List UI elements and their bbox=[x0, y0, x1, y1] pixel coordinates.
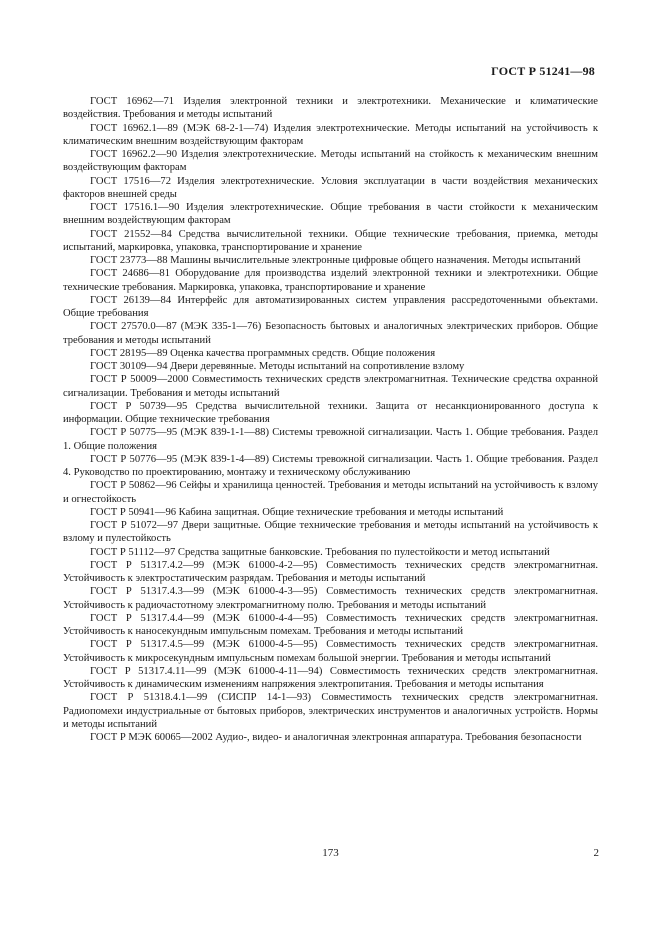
standard-reference-entry: ГОСТ Р 51317.4.3—99 (МЭК 61000-4-3—95) Совместимость технических средств электромагнитная. Устойчивость к радиочастотному электромагнитному полю. Требования и методы испытаний bbox=[63, 586, 598, 611]
standard-reference-entry: ГОСТ 26139—84 Интерфейс для автоматизированных систем управления рассредоточенными объектами. Общие требования bbox=[63, 294, 598, 319]
standard-reference-entry: ГОСТ 16962.2—90 Изделия электротехнические. Методы испытаний на стойкость к механическим внешним воздействующим факторам bbox=[63, 149, 598, 174]
standard-reference-entry: ГОСТ Р 50776—95 (МЭК 839-1-4—89) Системы тревожной сигнализации. Часть 1. Общие требования. Раздел 4. Руководство по проектированию, монтажу и техническому обслуживанию bbox=[63, 453, 598, 478]
standard-reference-entry: ГОСТ Р МЭК 60065—2002 Аудио-, видео- и аналогичная электронная аппаратура. Требования безопасности bbox=[90, 732, 582, 743]
standard-reference-entry: ГОСТ Р 51112—97 Средства защитные банковские. Требования по пулестойкости и метод испытаний bbox=[90, 546, 550, 558]
standard-reference-entry: ГОСТ Р 50009—2000 Совместимость технических средств электромагнитная. Технические средства охранной сигнализации. Требования и методы испытаний bbox=[63, 374, 598, 399]
standard-reference-entry: ГОСТ Р 50739—95 Средства вычислительной техники. Защита от несанкционированного доступа к информации. Общие технические требования bbox=[63, 400, 598, 425]
standard-reference-entry: ГОСТ Р 51318.4.1—99 (СИСПР 14-1—93) Совместимость технических средств электромагнитная. Радиопомехи индустриальные от бытовых приборов, электрических инструментов и аналогичных устройств. Нормы и методы испытаний bbox=[63, 692, 598, 730]
standard-reference-entry: ГОСТ 17516.1—90 Изделия электротехнические. Общие требования в части стойкости к механическим внешним воздействующим факторам bbox=[63, 202, 598, 227]
sheet-number: 2 bbox=[593, 847, 599, 859]
standard-reference-entry: ГОСТ Р 51317.4.2—99 (МЭК 61000-4-2—95) Совместимость технических средств электромагнитная. Устойчивость к электростатическим разрядам. Требования и методы испытаний bbox=[63, 559, 598, 584]
standard-reference-entry: ГОСТ 16962—71 Изделия электронной техники и электротехники. Механические и климатические воздействия. Требования и методы испытаний bbox=[63, 96, 598, 121]
page-number: 173 bbox=[322, 847, 339, 859]
standard-reference-entry: ГОСТ Р 50941—96 Кабина защитная. Общие технические требования и методы испытаний bbox=[90, 506, 504, 518]
standard-reference-entry: ГОСТ 21552—84 Средства вычислительной техники. Общие технические требования, приемка, методы испытаний, маркировка, упаковка, транспортирование и хранение bbox=[63, 228, 598, 253]
standard-reference-entry: ГОСТ Р 51317.4.4—99 (МЭК 61000-4-4—95) Совместимость технических средств электромагнитная. Устойчивость к наносекундным импульсным помехам. Требования и методы испытаний bbox=[63, 612, 598, 637]
standard-reference-entry: ГОСТ 23773—88 Машины вычислительные электронные цифровые общего назначения. Методы испытаний bbox=[90, 255, 581, 266]
standard-reference-entry: ГОСТ Р 51072—97 Двери защитные. Общие технические требования и методы испытаний на устойчивость к взлому и пулестойкость bbox=[63, 520, 598, 545]
standard-reference-entry: ГОСТ 16962.1—89 (МЭК 68-2-1—74) Изделия электротехнические. Методы испытаний на устойчивость к климатическим внешним воздействующим факторам bbox=[63, 122, 598, 147]
standard-reference-entry: ГОСТ 28195—89 Оценка качества программных средств. Общие положения bbox=[90, 347, 436, 359]
standard-reference-entry: ГОСТ Р 50775—95 (МЭК 839-1-1—88) Системы тревожной сигнализации. Часть 1. Общие требования. Раздел 1. Общие положения bbox=[63, 427, 598, 452]
document-code-header: ГОСТ Р 51241—98 bbox=[491, 64, 595, 78]
standard-reference-entry: ГОСТ 30109—94 Двери деревянные. Методы испытаний на сопротивление взлому bbox=[90, 361, 465, 372]
standard-reference-entry: ГОСТ Р 51317.4.11—99 (МЭК 61000-4-11—94) Совместимость технических средств электромагнитная. Устойчивость к динамическим изменениям напряжения электропитания. Требования и методы испытания bbox=[63, 665, 598, 690]
standard-reference-entry: ГОСТ 27570.0—87 (МЭК 335-1—76) Безопасность бытовых и аналогичных электрических приборов. Общие требования и методы испытаний bbox=[63, 321, 598, 346]
standard-reference-entry: ГОСТ Р 50862—96 Сейфы и хранилища ценностей. Требования и методы испытаний на устойчивость к взлому и огнестойкость bbox=[63, 480, 598, 505]
standard-reference-entry: ГОСТ Р 51317.4.5—99 (МЭК 61000-4-5—95) Совместимость технических средств электромагнитная. Устойчивость к микросекундным импульсным помехам большой энергии. Требования и методы испытаний bbox=[63, 639, 598, 664]
standards-reference-list bbox=[63, 95, 598, 744]
standard-reference-entry: ГОСТ 17516—72 Изделия электротехнические. Условия эксплуатации в части воздействия механических факторов внешней среды bbox=[63, 175, 598, 200]
standard-reference-entry: ГОСТ 24686—81 Оборудование для производства изделий электронной техники и электротехники. Общие технические требования. Маркировка, упаковка, транспортирование и хранение bbox=[63, 268, 598, 293]
